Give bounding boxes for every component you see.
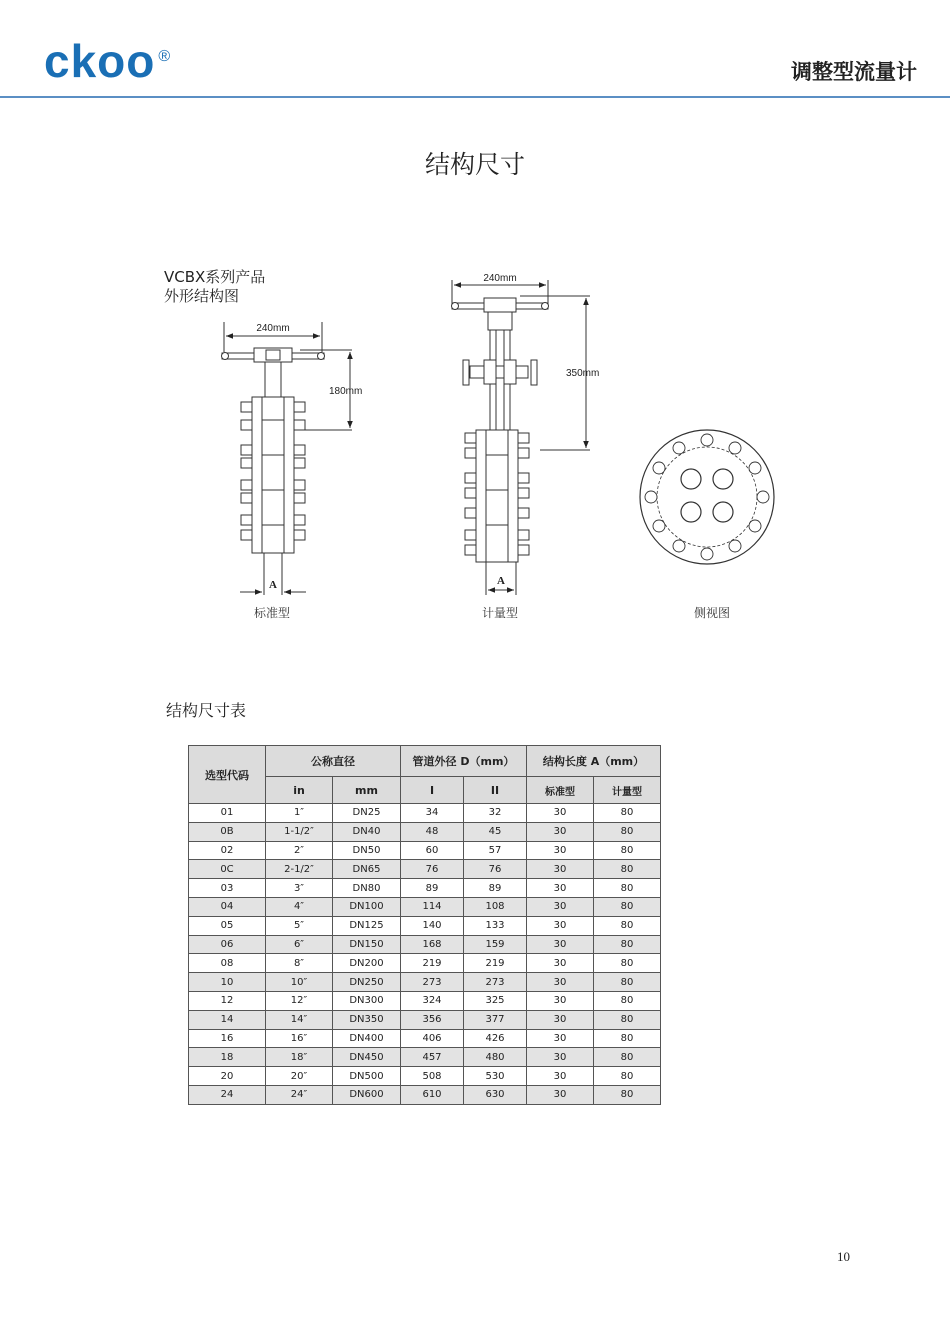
standard-type-drawing [222, 322, 353, 595]
cell-code: 02 [189, 841, 266, 860]
side-view-drawing [640, 430, 774, 564]
cell-od-ii: 377 [464, 1010, 527, 1029]
cell-code: 01 [189, 804, 266, 823]
cell-od-ii: 273 [464, 973, 527, 992]
cell-od-i: 168 [401, 935, 464, 954]
table-row [189, 916, 661, 935]
table-row [189, 1010, 661, 1029]
cell-len-standard: 30 [527, 897, 594, 916]
cell-len-standard: 30 [527, 841, 594, 860]
table-row [189, 935, 661, 954]
table-body [189, 804, 661, 1105]
header-length: 结构长度 A（mm） [527, 746, 661, 777]
cell-in: 2-1/2″ [266, 860, 333, 879]
cell-len-metering: 80 [594, 822, 661, 841]
cell-in: 1″ [266, 804, 333, 823]
standard-a-label: A [269, 579, 277, 591]
cell-in: 2″ [266, 841, 333, 860]
ckoo-logo: ckoo ® [44, 35, 172, 87]
table-row [189, 973, 661, 992]
cell-len-metering: 80 [594, 1067, 661, 1086]
table-row [189, 897, 661, 916]
cell-len-metering: 80 [594, 804, 661, 823]
table-row [189, 1048, 661, 1067]
cell-len-standard: 30 [527, 954, 594, 973]
cell-od-i: 219 [401, 954, 464, 973]
cell-len-metering: 80 [594, 860, 661, 879]
cell-od-ii: 630 [464, 1085, 527, 1104]
cell-in: 10″ [266, 973, 333, 992]
cell-code: 05 [189, 916, 266, 935]
series-label: VCBX系列产品 外形结构图 [164, 268, 266, 305]
cell-mm: DN250 [333, 973, 401, 992]
cell-od-i: 34 [401, 804, 464, 823]
header-metering: 计量型 [594, 777, 661, 804]
table-title: 结构尺寸表 [166, 701, 247, 720]
table-row [189, 954, 661, 973]
table-row [189, 1029, 661, 1048]
metering-a-label: A [497, 575, 505, 587]
cell-mm: DN500 [333, 1067, 401, 1086]
page-number: 10 [837, 1249, 850, 1264]
cell-len-metering: 80 [594, 1010, 661, 1029]
cell-len-metering: 80 [594, 935, 661, 954]
metering-height-dim: 350mm [566, 368, 600, 379]
cell-in: 8″ [266, 954, 333, 973]
cell-in: 18″ [266, 1048, 333, 1067]
cell-in: 20″ [266, 1067, 333, 1086]
cell-od-i: 508 [401, 1067, 464, 1086]
cell-code: 10 [189, 973, 266, 992]
cell-mm: DN100 [333, 897, 401, 916]
cell-len-metering: 80 [594, 1029, 661, 1048]
cell-od-ii: 219 [464, 954, 527, 973]
cell-od-i: 457 [401, 1048, 464, 1067]
cell-od-ii: 32 [464, 804, 527, 823]
cell-len-metering: 80 [594, 841, 661, 860]
table-row [189, 841, 661, 860]
cell-od-i: 60 [401, 841, 464, 860]
cell-mm: DN50 [333, 841, 401, 860]
cell-mm: DN80 [333, 879, 401, 898]
cell-in: 1-1/2″ [266, 822, 333, 841]
cell-len-standard: 30 [527, 1067, 594, 1086]
cell-code: 06 [189, 935, 266, 954]
cell-mm: DN40 [333, 822, 401, 841]
cell-len-standard: 30 [527, 822, 594, 841]
cell-mm: DN125 [333, 916, 401, 935]
structure-drawings [0, 0, 950, 660]
header-code: 选型代码 [189, 746, 266, 804]
cell-len-standard: 30 [527, 916, 594, 935]
cell-in: 4″ [266, 897, 333, 916]
document-title: 调整型流量计 [791, 60, 917, 84]
cell-od-i: 324 [401, 991, 464, 1010]
cell-mm: DN450 [333, 1048, 401, 1067]
cell-code: 14 [189, 1010, 266, 1029]
table-row [189, 860, 661, 879]
cell-od-i: 610 [401, 1085, 464, 1104]
metering-width-dim: 240mm [483, 273, 517, 284]
cell-od-i: 406 [401, 1029, 464, 1048]
cell-len-metering: 80 [594, 954, 661, 973]
standard-height-dim: 180mm [329, 386, 363, 397]
cell-od-ii: 89 [464, 879, 527, 898]
standard-width-dim: 240mm [256, 323, 290, 334]
cell-od-ii: 159 [464, 935, 527, 954]
cell-od-ii: 480 [464, 1048, 527, 1067]
cell-code: 08 [189, 954, 266, 973]
cell-od-ii: 108 [464, 897, 527, 916]
cell-in: 24″ [266, 1085, 333, 1104]
cell-code: 20 [189, 1067, 266, 1086]
table-row [189, 879, 661, 898]
cell-in: 5″ [266, 916, 333, 935]
cell-od-ii: 133 [464, 916, 527, 935]
cell-od-ii: 57 [464, 841, 527, 860]
table-row [189, 991, 661, 1010]
cell-len-standard: 30 [527, 1010, 594, 1029]
cell-len-standard: 30 [527, 1029, 594, 1048]
cell-code: 04 [189, 897, 266, 916]
cell-len-standard: 30 [527, 935, 594, 954]
table-row [189, 1067, 661, 1086]
cell-mm: DN600 [333, 1085, 401, 1104]
cell-len-metering: 80 [594, 916, 661, 935]
side-view-caption: 侧视图 [693, 606, 731, 620]
cell-in: 16″ [266, 1029, 333, 1048]
cell-code: 12 [189, 991, 266, 1010]
cell-len-metering: 80 [594, 991, 661, 1010]
cell-mm: DN300 [333, 991, 401, 1010]
cell-mm: DN65 [333, 860, 401, 879]
standard-caption: 标准型 [253, 606, 291, 620]
metering-type-drawing [452, 280, 591, 595]
cell-in: 12″ [266, 991, 333, 1010]
cell-in: 14″ [266, 1010, 333, 1029]
cell-code: 18 [189, 1048, 266, 1067]
cell-od-ii: 45 [464, 822, 527, 841]
table-row [189, 1085, 661, 1104]
cell-mm: DN200 [333, 954, 401, 973]
cell-len-standard: 30 [527, 879, 594, 898]
table-row [189, 804, 661, 823]
header-I: I [401, 777, 464, 804]
cell-code: 03 [189, 879, 266, 898]
table-row [189, 822, 661, 841]
page-title: 结构尺寸 [424, 150, 525, 179]
cell-len-metering: 80 [594, 1085, 661, 1104]
cell-in: 3″ [266, 879, 333, 898]
header-mm: mm [333, 777, 401, 804]
cell-len-standard: 30 [527, 860, 594, 879]
cell-len-metering: 80 [594, 973, 661, 992]
cell-len-metering: 80 [594, 879, 661, 898]
cell-od-i: 89 [401, 879, 464, 898]
cell-in: 6″ [266, 935, 333, 954]
cell-mm: DN150 [333, 935, 401, 954]
cell-len-standard: 30 [527, 991, 594, 1010]
cell-len-standard: 30 [527, 973, 594, 992]
cell-len-standard: 30 [527, 1085, 594, 1104]
cell-od-i: 48 [401, 822, 464, 841]
cell-od-i: 140 [401, 916, 464, 935]
header-II: II [464, 777, 527, 804]
cell-mm: DN350 [333, 1010, 401, 1029]
cell-od-ii: 76 [464, 860, 527, 879]
cell-code: 16 [189, 1029, 266, 1048]
cell-code: 0B [189, 822, 266, 841]
dimension-table [188, 745, 661, 1105]
cell-len-standard: 30 [527, 1048, 594, 1067]
cell-od-ii: 530 [464, 1067, 527, 1086]
cell-len-metering: 80 [594, 1048, 661, 1067]
cell-code: 0C [189, 860, 266, 879]
header-nominal: 公称直径 [266, 746, 401, 777]
cell-mm: DN25 [333, 804, 401, 823]
cell-len-metering: 80 [594, 897, 661, 916]
cell-code: 24 [189, 1085, 266, 1104]
cell-len-standard: 30 [527, 804, 594, 823]
cell-od-i: 273 [401, 973, 464, 992]
cell-od-i: 114 [401, 897, 464, 916]
header-standard: 标准型 [527, 777, 594, 804]
header-in: in [266, 777, 333, 804]
header-pipe-od: 管道外径 D（mm） [401, 746, 527, 777]
cell-mm: DN400 [333, 1029, 401, 1048]
cell-od-i: 356 [401, 1010, 464, 1029]
cell-od-ii: 325 [464, 991, 527, 1010]
metering-caption: 计量型 [481, 606, 519, 620]
cell-od-ii: 426 [464, 1029, 527, 1048]
cell-od-i: 76 [401, 860, 464, 879]
